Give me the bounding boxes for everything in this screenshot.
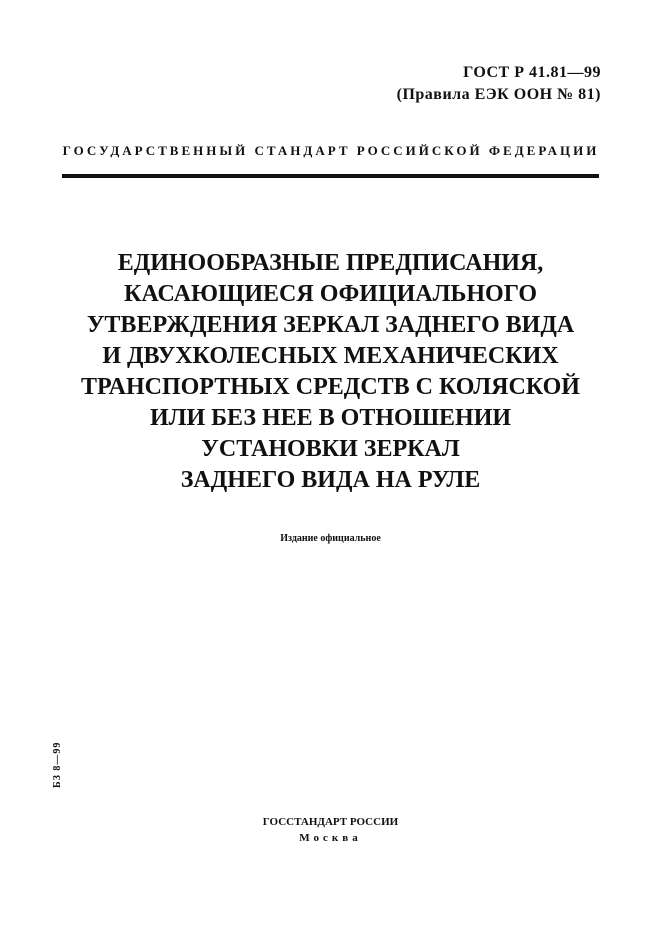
title-line: КАСАЮЩИЕСЯ ОФИЦИАЛЬНОГО — [123, 281, 538, 307]
title-line: ЗАДНЕГО ВИДА НА РУЛЕ — [180, 467, 481, 493]
title-line: И ДВУХКОЛЕСНЫХ МЕХАНИЧЕСКИХ — [102, 343, 559, 369]
title-line: ЕДИНООБРАЗНЫЕ ПРЕДПИСАНИЯ, — [117, 250, 544, 276]
publisher-block — [0, 814, 661, 846]
document-code-block — [397, 62, 601, 106]
title-line: УТВЕРЖДЕНИЯ ЗЕРКАЛ ЗАДНЕГО ВИДА — [86, 312, 575, 338]
header-divider — [62, 174, 599, 178]
title-line: УСТАНОВКИ ЗЕРКАЛ — [201, 436, 460, 462]
edition-label: Издание официальное — [280, 533, 381, 544]
title-line: ТРАНСПОРТНЫХ СРЕДСТВ С КОЛЯСКОЙ — [81, 374, 580, 400]
publisher-name: ГОССТАНДАРТ РОССИИ — [262, 816, 399, 828]
gost-number: ГОСТ Р 41.81—99 — [463, 64, 601, 81]
standard-header: ГОСУДАРСТВЕННЫЙ СТАНДАРТ РОССИЙСКОЙ ФЕДЕРАЦИИ — [62, 143, 600, 158]
title-line: ИЛИ БЕЗ НЕЕ В ОТНОШЕНИИ — [149, 405, 512, 431]
document-title — [40, 248, 621, 496]
rules-reference: (Правила ЕЭК ООН № 81) — [396, 86, 601, 103]
publisher-city: Москва — [299, 832, 362, 844]
side-code: БЗ 8—99 — [52, 741, 63, 788]
